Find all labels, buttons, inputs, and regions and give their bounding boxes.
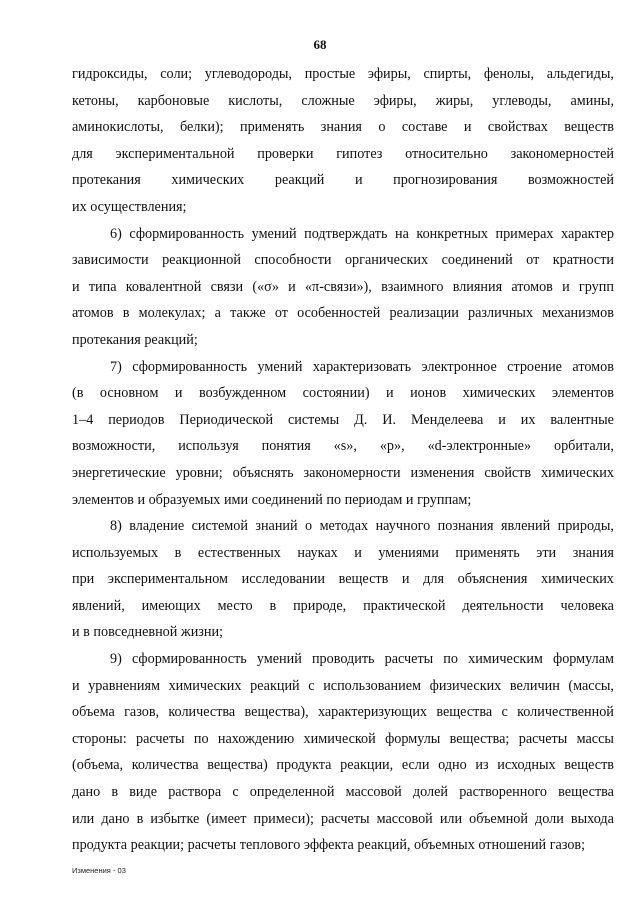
text-line bbox=[72, 673, 614, 700]
word: выхода bbox=[570, 810, 614, 827]
text-line bbox=[72, 593, 614, 620]
word: и bbox=[72, 624, 84, 641]
word: используемых bbox=[72, 544, 159, 561]
text-line bbox=[72, 699, 614, 726]
word: расчеты bbox=[321, 810, 370, 827]
word: способности bbox=[254, 252, 332, 269]
word: протекания bbox=[72, 331, 145, 348]
word: химических bbox=[541, 464, 614, 481]
word: эффекта bbox=[303, 837, 358, 854]
word: связи bbox=[210, 278, 244, 295]
word: повседневной bbox=[93, 624, 181, 641]
word: химических bbox=[171, 172, 245, 189]
word: химической bbox=[303, 730, 376, 747]
word: соединений bbox=[441, 252, 513, 269]
text-line bbox=[72, 88, 614, 115]
word: реакций; bbox=[144, 331, 198, 348]
word: ковалентной bbox=[125, 278, 202, 295]
word: и bbox=[354, 172, 363, 189]
word: газов; bbox=[549, 837, 586, 854]
word: аминокислоты, bbox=[72, 119, 164, 136]
word: белки); bbox=[180, 119, 224, 136]
word: системой bbox=[191, 518, 248, 535]
word: массовой bbox=[345, 784, 402, 801]
word: влияния bbox=[452, 278, 503, 295]
word: уровни; bbox=[175, 464, 223, 481]
word: жизни; bbox=[180, 624, 224, 641]
word: природы, bbox=[557, 518, 614, 535]
word: реакций bbox=[250, 677, 300, 694]
word: долей bbox=[412, 784, 449, 801]
word: «p», bbox=[379, 438, 405, 455]
word: о bbox=[305, 518, 313, 535]
word: проводить bbox=[311, 651, 375, 668]
word: периодов bbox=[108, 411, 165, 428]
word: изменения bbox=[410, 464, 475, 481]
word: понятия bbox=[261, 438, 311, 455]
word: протекания bbox=[72, 172, 141, 189]
word: состоянии) bbox=[302, 385, 370, 402]
word: «π-связи»), bbox=[304, 278, 372, 295]
word: величин bbox=[509, 677, 560, 694]
word: характер bbox=[561, 225, 614, 242]
word: химическим bbox=[468, 651, 543, 668]
word: реакции; bbox=[130, 837, 188, 854]
word: стороны: bbox=[72, 730, 127, 747]
word: явлений, bbox=[72, 597, 125, 614]
word: системы bbox=[288, 411, 340, 428]
word: от bbox=[274, 305, 288, 322]
word: отношений bbox=[478, 837, 550, 854]
word: при bbox=[72, 571, 95, 588]
word: количества bbox=[168, 704, 236, 721]
word: или bbox=[72, 810, 95, 827]
word: веществ bbox=[338, 571, 389, 588]
word: объемной bbox=[469, 810, 528, 827]
word: сформированность bbox=[132, 358, 248, 375]
word: И. bbox=[382, 411, 397, 428]
word: по bbox=[193, 730, 209, 747]
word: практической bbox=[363, 597, 446, 614]
word: в bbox=[111, 784, 119, 801]
word: относительно bbox=[405, 145, 488, 162]
word: закономерности bbox=[303, 464, 401, 481]
word: продукта bbox=[276, 757, 332, 774]
word: закономерностей bbox=[510, 145, 614, 162]
word: из bbox=[475, 757, 489, 774]
word: 9) bbox=[110, 651, 122, 668]
word: деятельности bbox=[462, 597, 544, 614]
word: и bbox=[386, 385, 394, 402]
text-line bbox=[72, 832, 614, 859]
word: и bbox=[72, 677, 80, 694]
word: объяснения bbox=[457, 571, 528, 588]
word: ими bbox=[223, 491, 252, 508]
word: расчеты bbox=[187, 837, 240, 854]
word: применять bbox=[239, 119, 305, 136]
word: взаимного bbox=[381, 278, 444, 295]
word: формулы bbox=[385, 730, 441, 747]
word: в bbox=[122, 305, 130, 322]
word: соединений bbox=[251, 491, 327, 508]
text-line bbox=[72, 646, 614, 673]
word: проверки bbox=[257, 145, 314, 162]
word: владение bbox=[129, 518, 185, 535]
word: реакции, bbox=[340, 757, 394, 774]
word: вещества bbox=[558, 784, 614, 801]
text-line bbox=[72, 726, 614, 753]
word: использованием bbox=[323, 677, 422, 694]
word: химических bbox=[540, 571, 614, 588]
word: свойствах bbox=[487, 119, 548, 136]
text-line bbox=[72, 619, 614, 646]
word: 1–4 bbox=[72, 411, 94, 428]
word: атомов bbox=[511, 278, 553, 295]
word: массовой bbox=[376, 810, 433, 827]
word: раствора bbox=[168, 784, 222, 801]
word: в bbox=[83, 624, 94, 641]
word: явлений bbox=[500, 518, 551, 535]
word: свойств bbox=[484, 464, 532, 481]
word: 7) bbox=[110, 358, 122, 375]
word: реализации bbox=[389, 305, 459, 322]
word: знания bbox=[320, 119, 362, 136]
word: и bbox=[405, 491, 418, 508]
word: карбоновые bbox=[137, 92, 210, 109]
word: одно bbox=[438, 757, 467, 774]
word: возбужденном bbox=[198, 385, 287, 402]
word: конкретных bbox=[416, 225, 488, 242]
word: веществ bbox=[564, 757, 614, 774]
word: сформированность bbox=[129, 225, 245, 242]
word: а bbox=[214, 305, 221, 322]
word: на bbox=[395, 225, 409, 242]
word: и bbox=[72, 278, 80, 295]
text-line bbox=[72, 221, 614, 248]
text-line bbox=[72, 752, 614, 779]
word: умений bbox=[256, 651, 302, 668]
word: атомов bbox=[572, 358, 614, 375]
word: электронное bbox=[421, 358, 497, 375]
word: реакций, bbox=[357, 837, 415, 854]
word: в bbox=[136, 810, 144, 827]
word: эти bbox=[536, 544, 557, 561]
word: исследовании bbox=[241, 571, 325, 588]
word: объяснять bbox=[232, 464, 294, 481]
word: и bbox=[463, 119, 472, 136]
word: научного bbox=[375, 518, 431, 535]
word: 8) bbox=[110, 518, 122, 535]
word: науках bbox=[297, 544, 338, 561]
word: органических bbox=[344, 252, 429, 269]
text-line bbox=[72, 274, 614, 301]
word: с bbox=[308, 677, 315, 694]
word: по bbox=[443, 651, 458, 668]
word: расчеты bbox=[136, 730, 185, 747]
word: количественной bbox=[517, 704, 614, 721]
word: экспериментальном bbox=[107, 571, 229, 588]
text-line bbox=[72, 460, 614, 487]
text-line bbox=[72, 141, 614, 168]
word: о bbox=[378, 119, 386, 136]
word: применять bbox=[455, 544, 520, 561]
word: природе, bbox=[293, 597, 347, 614]
word: объемных bbox=[414, 837, 479, 854]
word: групп bbox=[578, 278, 614, 295]
text-line bbox=[72, 407, 614, 434]
word: характеризующих bbox=[317, 704, 428, 721]
word: реакций bbox=[274, 172, 325, 189]
word: физических bbox=[429, 677, 502, 694]
text-line bbox=[72, 194, 614, 221]
word: продукта bbox=[72, 837, 131, 854]
word: образуемых bbox=[148, 491, 224, 508]
word: возможности, bbox=[72, 438, 156, 455]
word: умений bbox=[257, 358, 303, 375]
word: спирты, bbox=[423, 66, 472, 82]
word: умениями bbox=[378, 544, 439, 561]
footer-revision-note: Изменения - 03 bbox=[72, 866, 126, 875]
word: (объема, bbox=[72, 757, 124, 774]
word: избытке bbox=[150, 810, 200, 827]
word: для bbox=[72, 145, 93, 162]
word: вещества bbox=[436, 704, 493, 721]
word: массы bbox=[576, 730, 614, 747]
word: молекулах; bbox=[138, 305, 206, 322]
word: объема bbox=[72, 704, 115, 721]
word: углеводороды, bbox=[204, 66, 292, 82]
page-number: 68 bbox=[313, 37, 327, 52]
word: веществ bbox=[564, 119, 614, 136]
text-line bbox=[72, 354, 614, 381]
word: характеризовать bbox=[312, 358, 412, 375]
word: для bbox=[423, 571, 444, 588]
word: уравнениям bbox=[88, 677, 160, 694]
word: особенностей bbox=[297, 305, 381, 322]
word: расчеты bbox=[384, 651, 434, 668]
word: экспериментальной bbox=[115, 145, 235, 162]
word: исходных bbox=[497, 757, 556, 774]
word: расчеты bbox=[518, 730, 568, 747]
word: «d-электронные» bbox=[427, 438, 532, 455]
word: зависимости bbox=[72, 252, 149, 269]
text-line bbox=[72, 433, 614, 460]
word: и bbox=[562, 278, 570, 295]
word: используя bbox=[178, 438, 239, 455]
word: в bbox=[174, 544, 182, 561]
word: вещества), bbox=[244, 704, 309, 721]
text-line bbox=[72, 300, 614, 327]
word: умений bbox=[251, 225, 297, 242]
word: химических bbox=[168, 677, 242, 694]
word: различных bbox=[468, 305, 534, 322]
word: (имеет bbox=[206, 810, 247, 827]
word: углеводы, bbox=[492, 92, 552, 109]
word: и bbox=[288, 278, 296, 295]
word: Периодической bbox=[179, 411, 274, 428]
word: естественных bbox=[197, 544, 281, 561]
text-line bbox=[72, 114, 614, 141]
text-line bbox=[72, 779, 614, 806]
word: возможностей bbox=[527, 172, 614, 189]
word: прогнозирования bbox=[393, 172, 498, 189]
word: примеси); bbox=[253, 810, 314, 827]
word: 6) bbox=[110, 225, 122, 242]
word: составе bbox=[401, 119, 448, 136]
word: кратности bbox=[552, 252, 614, 269]
word: растворенного bbox=[459, 784, 547, 801]
word: Менделеева bbox=[411, 411, 484, 428]
word: газов, bbox=[124, 704, 160, 721]
word: также bbox=[230, 305, 266, 322]
word: по bbox=[326, 491, 345, 508]
word: знания bbox=[572, 544, 614, 561]
word: методах bbox=[319, 518, 369, 535]
word: познания bbox=[437, 518, 494, 535]
word: (в bbox=[72, 385, 84, 402]
word: кислоты, bbox=[228, 92, 283, 109]
text-line bbox=[72, 61, 614, 88]
word: гидроксиды, bbox=[72, 66, 148, 82]
word: реакционной bbox=[162, 252, 241, 269]
word: количества bbox=[131, 757, 199, 774]
text-line bbox=[72, 513, 614, 540]
word: от bbox=[526, 252, 540, 269]
word: атомов bbox=[72, 305, 114, 322]
word: соли; bbox=[160, 66, 193, 82]
word: кетоны, bbox=[72, 92, 119, 109]
word: в bbox=[269, 597, 277, 614]
word: орбитали, bbox=[553, 438, 614, 455]
word: их bbox=[520, 411, 536, 428]
word: и bbox=[401, 571, 410, 588]
word: и bbox=[354, 544, 362, 561]
word: и bbox=[498, 411, 506, 428]
word: альдегиды, bbox=[546, 66, 614, 82]
text-line bbox=[72, 380, 614, 407]
word: группам; bbox=[417, 491, 472, 508]
word: эфиры, bbox=[373, 92, 417, 109]
text-line bbox=[72, 167, 614, 194]
word: жиры, bbox=[435, 92, 474, 109]
word: дано bbox=[72, 784, 101, 801]
word: основном bbox=[99, 385, 159, 402]
word: сформированность bbox=[131, 651, 247, 668]
word: их bbox=[72, 198, 91, 215]
word: типа bbox=[88, 278, 117, 295]
word: доли bbox=[535, 810, 564, 827]
word: с bbox=[232, 784, 239, 801]
word: подтверждать bbox=[304, 225, 388, 242]
word: Д. bbox=[354, 411, 368, 428]
word: простые bbox=[304, 66, 356, 82]
word: знаний bbox=[255, 518, 298, 535]
word: примерах bbox=[495, 225, 554, 242]
word: имеющих bbox=[141, 597, 201, 614]
word: с bbox=[501, 704, 508, 721]
text-line bbox=[72, 806, 614, 833]
text-line bbox=[72, 327, 614, 354]
word: дано bbox=[101, 810, 130, 827]
word: «s», bbox=[333, 438, 357, 455]
word: или bbox=[439, 810, 463, 827]
body-text bbox=[72, 61, 614, 859]
word: человека bbox=[560, 597, 614, 614]
word: валентные bbox=[550, 411, 614, 428]
word: ионов bbox=[410, 385, 447, 402]
text-line bbox=[72, 487, 614, 514]
word: и bbox=[137, 491, 149, 508]
word: механизмов bbox=[542, 305, 614, 322]
word: («σ» bbox=[252, 278, 279, 295]
word: формулам bbox=[553, 651, 614, 668]
word: если bbox=[401, 757, 430, 774]
word: элементов bbox=[552, 385, 614, 402]
word: виде bbox=[129, 784, 158, 801]
word: химических bbox=[462, 385, 536, 402]
word: (массы, bbox=[568, 677, 614, 694]
word: определенной bbox=[249, 784, 335, 801]
word: энергетические bbox=[72, 464, 166, 481]
word: нахождению bbox=[217, 730, 295, 747]
text-line bbox=[72, 540, 614, 567]
word: строение bbox=[507, 358, 562, 375]
word: эфиры, bbox=[367, 66, 411, 82]
word: периодам bbox=[344, 491, 406, 508]
word: фенолы, bbox=[483, 66, 535, 82]
word: гипотез bbox=[336, 145, 383, 162]
word: осуществления; bbox=[90, 198, 187, 215]
word: теплового bbox=[239, 837, 304, 854]
word: элементов bbox=[72, 491, 138, 508]
word: вещества; bbox=[449, 730, 510, 747]
word: и bbox=[174, 385, 183, 402]
text-line bbox=[72, 247, 614, 274]
word: место bbox=[217, 597, 253, 614]
text-line bbox=[72, 566, 614, 593]
word: вещества) bbox=[207, 757, 268, 774]
word: амины, bbox=[570, 92, 614, 109]
word: сложные bbox=[301, 92, 355, 109]
